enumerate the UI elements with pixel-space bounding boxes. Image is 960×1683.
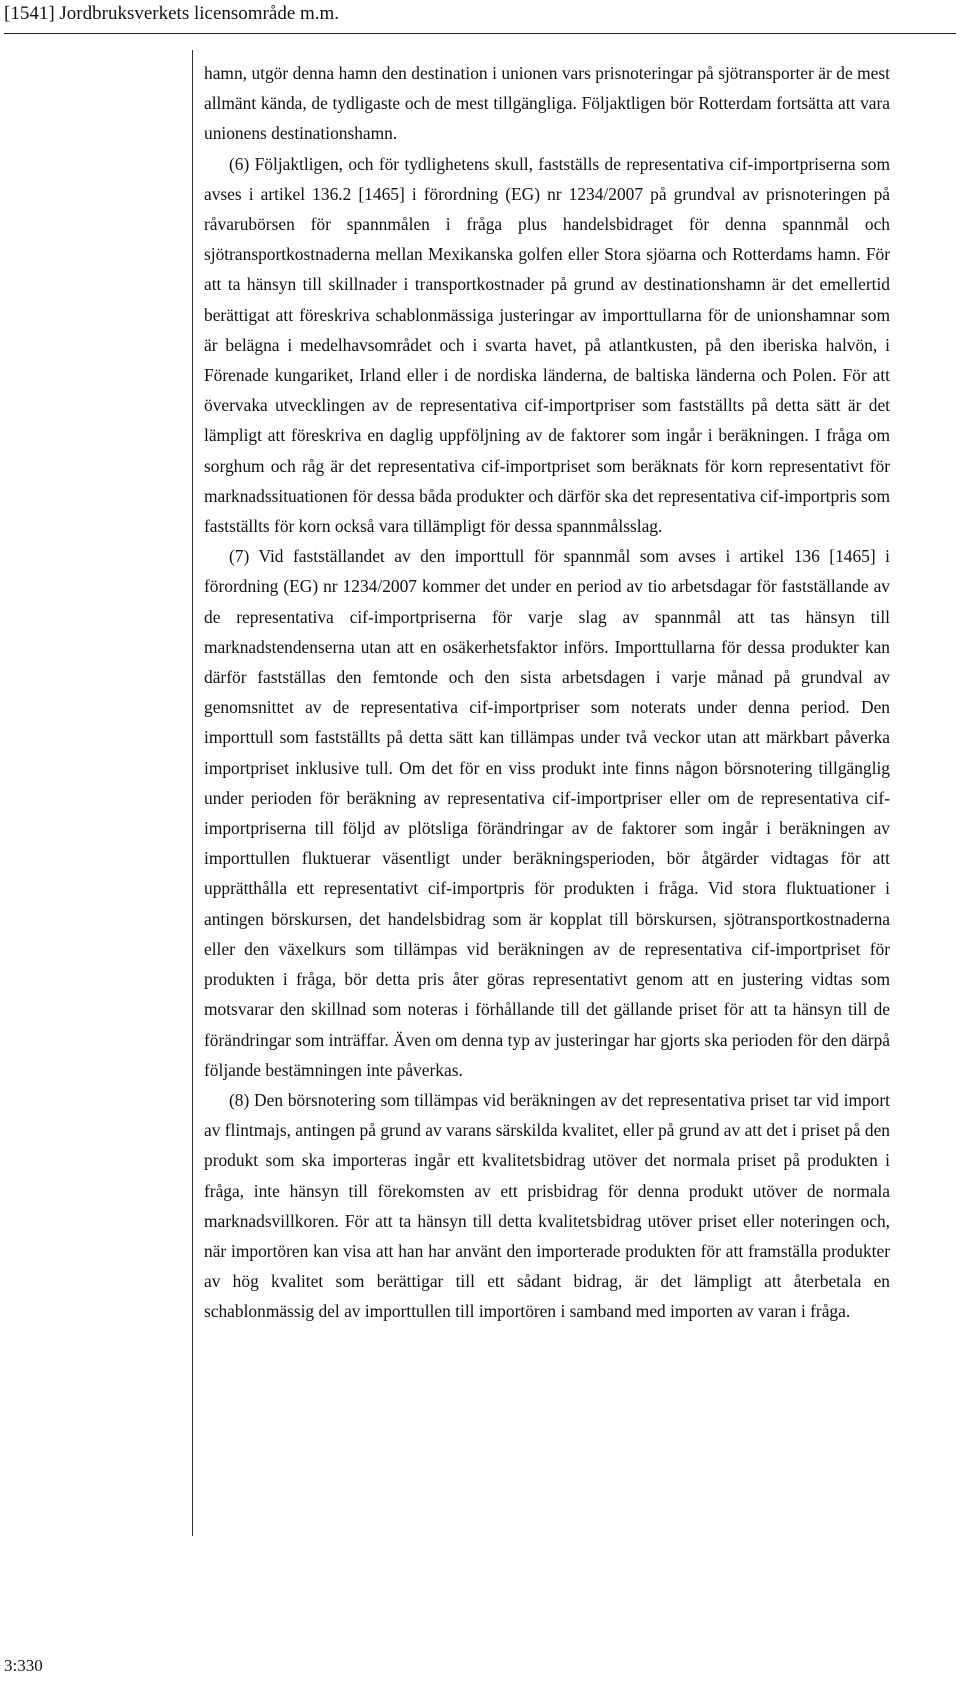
page-header-title: [1541] Jordbruksverkets licensområde m.m.: [4, 3, 340, 24]
paragraph-7: (7) Vid fastställandet av den importtull för spannmål som avses i artikel 136 [1465] i förordning (EG) nr 1234/2007 kommer det under en period av tio arbetsdagar för fastställande av de representativa cif-importpriserna för varje slag av spannmål att tas hänsyn till marknadstendenserna utan att en osäkerhetsfaktor införs. Importtullarna för dessa produkter kan därför fastställas den femtonde och den sista arbetsdagen i varje månad på grundval av genomsnittet av de representativa cif-importpriser som noterats under denna period. Den importtull som fastställts på detta sätt kan tillämpas under två veckor utan att märkbart påverka importpriset inklusive tull. Om det för en viss produkt inte finns någon börsnotering tillgänglig under perioden för beräkning av representativa cif-importpriser eller om de representativa cif-importpriserna till följd av plötsliga förändringar av de faktorer som ingår i beräkningen av importtullen fluktuerar väsentligt under beräkningsperioden, bör åtgärder vidtagas för att upprätthålla ett representativt cif-importpris för produkten i fråga. Vid stora fluktuationer i antingen börskursen, det handelsbidrag som är kopplat till börskursen, sjötransportkostnaderna eller den växelkurs som tillämpas vid beräkningen av de representativa cif-importpriset för produkten i fråga, bör detta pris åter göras representativt genom att en justering vidtas som motsvarar den skillnad som noteras i förhållande till det gällande priset för att ta hänsyn till de förändringar som inträffar. Även om denna typ av justeringar har gjorts ska perioden för den därpå följande bestämningen inte påverkas.: [204, 546, 890, 1080]
paragraph-6: (6) Följaktligen, och för tydlighetens skull, fastställs de representativa cif-importpriserna som avses i artikel 136.2 [1465] i förordning (EG) nr 1234/2007 på grundval av prisnoteringen på råvarubörsen för spannmålen i fråga plus handelsbidraget för denna spannmål och sjötransportkostnaderna mellan Mexikanska golfen eller Stora sjöarna och Rotterdams hamn. För att ta hänsyn till skillnader i transportkostnader på grund av destinationshamn är det emellertid berättigat att föreskriva schablonmässiga justeringar av importtullarna för de unionshamnar som är belägna i medelhavsområdet och i svarta havet, på atlantkusten, på den iberiska halvön, i Förenade kungariket, Irland eller i de nordiska länderna, de baltiska länderna och Polen. För att övervaka utvecklingen av de representativa cif-importpriser som fastställts på detta sätt är det lämpligt att föreskriva en daglig uppföljning av de faktorer som ingår i beräkningen. I fråga om sorghum och råg är det representativa cif-importpriset som beräknats för korn representativt för marknadssituationen för dessa båda produkter och därför ska det representativa cif-importpris som fastställts för korn också vara tillämpligt för dessa spannmålsslag.: [204, 153, 890, 537]
paragraph-8: (8) Den börsnotering som tillämpas vid beräkningen av det representativa priset tar vid import av flintmajs, antingen på grund av varans särskilda kvalitet, eller på grund av att det i priset på den produkt som ska importeras ingår ett kvalitetsbidrag utöver det normala priset på produkten i fråga, inte hänsyn till förekomsten av ett prisbidrag för denna produkt utöver de normala marknadsvillkoren. För att ta hänsyn till detta kvalitetsbidrag utöver priset eller noteringen och, när importören kan visa att han har använt den importerade produkten för att framställa produkter av hög kvalitet som berättigar till ett sådant bidrag, är det lämpligt att återbetala en schablonmässig del av importtullen till importören i samband med importen av varan i fråga.: [204, 1089, 890, 1322]
paragraph-continuation: hamn, utgör denna hamn den destination i unionen vars prisnoteringar på sjötransporter är de mest allmänt kända, de tydligaste och de mest tillgängliga. Följaktligen bör Rotterdam fortsätta att vara unionens destinationshamn.: [204, 63, 890, 144]
page-number: 3:330: [4, 1656, 43, 1675]
page-header: [4, 0, 956, 34]
body-text: [204, 58, 890, 1327]
margin-rule: [192, 50, 193, 1536]
